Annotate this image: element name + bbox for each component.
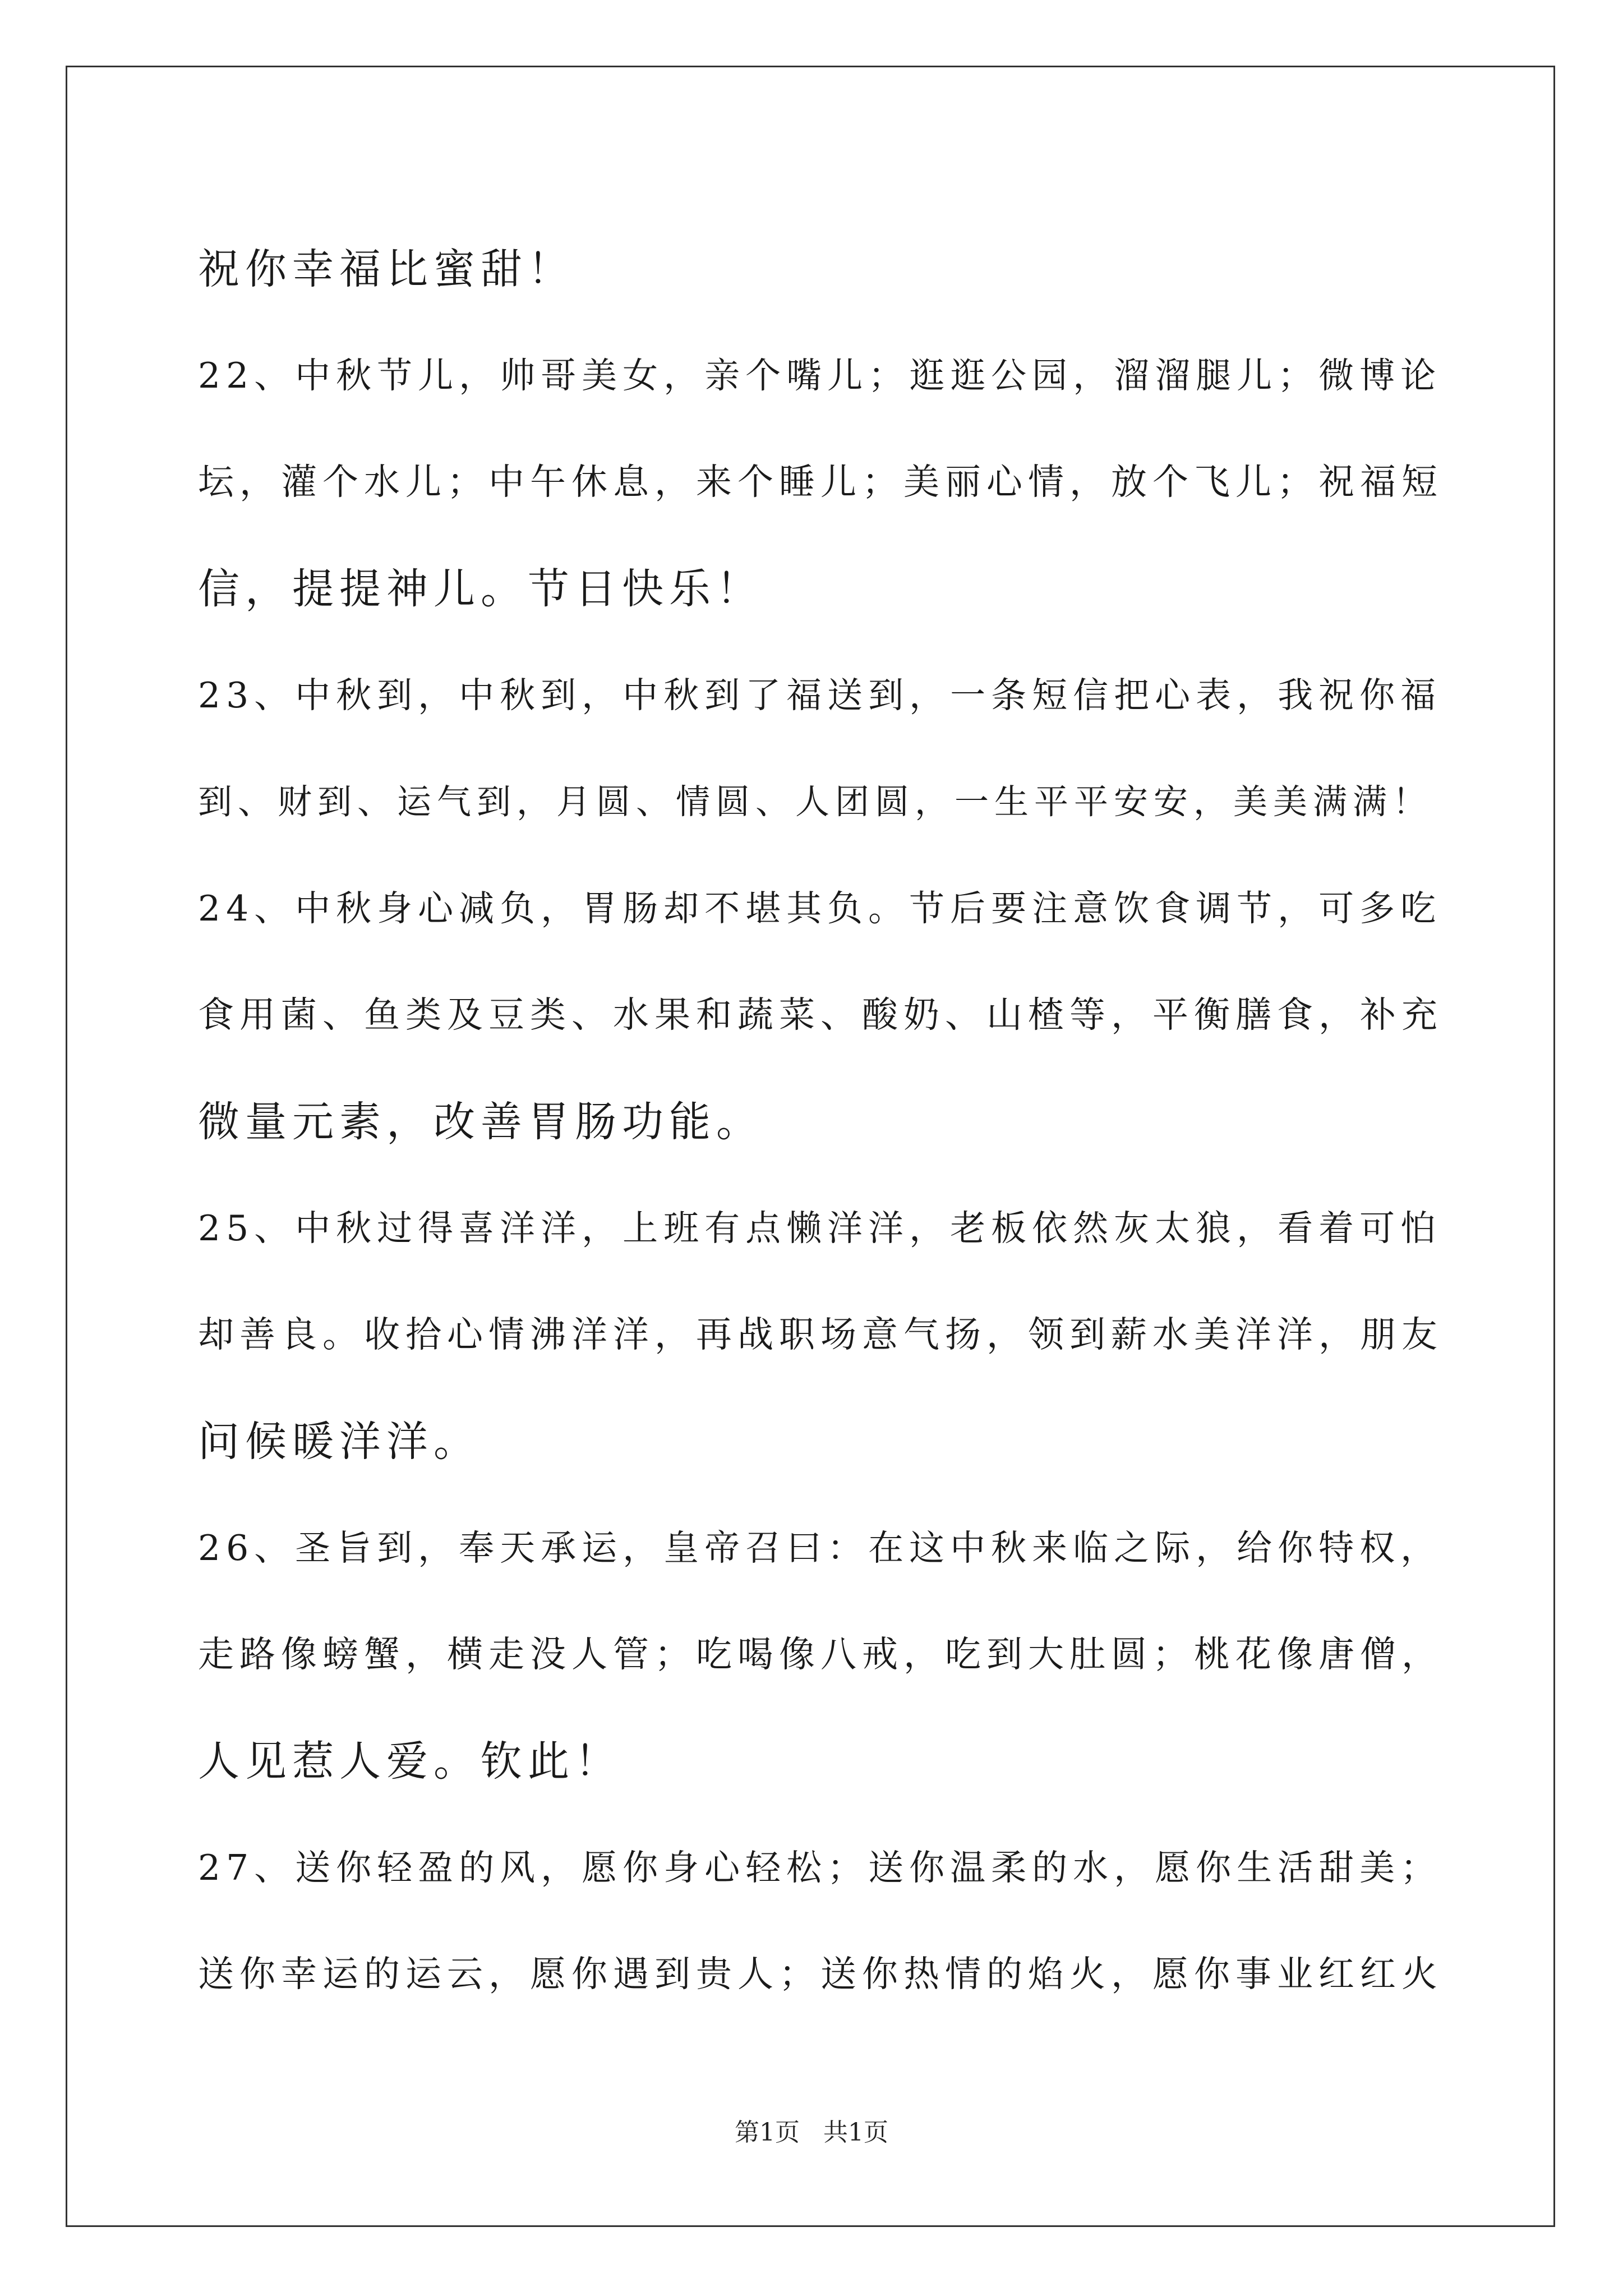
text-line: 25、中秋过得喜洋洋，上班有点懒洋洋，老板依然灰太狼，看着可怕 [198, 1208, 1442, 1249]
text-line: 走路像螃蟹，横走没人管；吃喝像八戒，吃到大肚圆；桃花像唐僧， [198, 1634, 1443, 1676]
text-line: 到、财到、运气到，月圆、情圆、人团圆，一生平平安安，美美满满！ [198, 782, 1433, 822]
text-line: 信，提提神儿。节日快乐！ [198, 565, 763, 613]
text-line: 坛，灌个水儿；中午休息，来个睡儿；美丽心情，放个飞儿；祝福短 [198, 462, 1443, 503]
document-body [198, 216, 1449, 2028]
text-line: 送你幸运的运云，愿你遇到贵人；送你热情的焰火，愿你事业红红火 [198, 1954, 1443, 1995]
text-line: 却善良。收拾心情沸洋洋，再战职场意气扬，领到薪水美洋洋，朋友 [198, 1314, 1443, 1356]
page-number-footer: 第1页 共1页 [735, 2118, 888, 2147]
text-line: 人见惹人爱。钦此！ [198, 1737, 622, 1786]
text-line: 问候暖洋洋。 [198, 1418, 481, 1466]
text-line: 26、圣旨到，奉天承运，皇帝召曰：在这中秋来临之际，给你特权， [198, 1527, 1442, 1568]
text-line: 24、中秋身心减负，胃肠却不堪其负。节后要注意饮食调节，可多吃 [198, 888, 1442, 929]
text-line: 22、中秋节儿，帅哥美女，亲个嘴儿；逛逛公园，溜溜腿儿；微博论 [198, 355, 1442, 396]
text-line: 祝你幸福比蜜甜！ [198, 245, 575, 293]
text-line: 27、送你轻盈的风，愿你身心轻松；送你温柔的水，愿你生活甜美； [198, 1847, 1442, 1888]
text-line: 微量元素，改善胃肠功能。 [198, 1098, 763, 1146]
text-line: 食用菌、鱼类及豆类、水果和蔬菜、酸奶、山楂等，平衡膳食，补充 [198, 995, 1443, 1036]
text-line: 23、中秋到，中秋到，中秋到了福送到，一条短信把心表，我祝你福 [198, 675, 1442, 716]
